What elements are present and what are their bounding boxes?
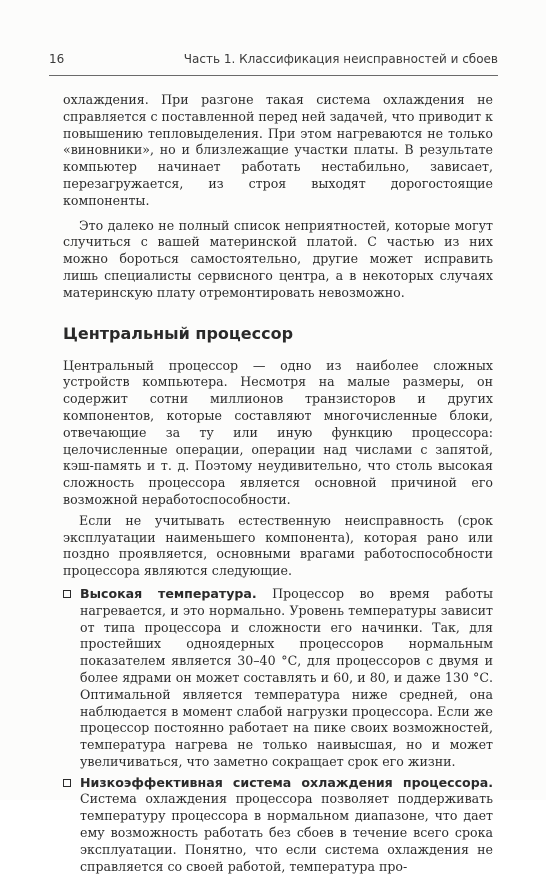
bullet-list (63, 586, 493, 875)
paragraph-continued: охлаждения. При разгоне такая система охлаждения не справляется с поставленной перед ней задачей, что приводит к повышению тепловыделения. При этом нагреваются не только «виновники», но и близлежащие участки платы. В результате компьютер начинает работать нестабильно, зависает, перезагружается, из строя выходят дорогостоящие компоненты. (63, 92, 493, 208)
page-body (63, 92, 493, 875)
header-rule (49, 75, 498, 76)
list-item (63, 775, 493, 875)
page-number: 16 (49, 52, 65, 66)
page-header (49, 46, 498, 68)
paragraph: Центральный процессор — одно из наиболее сложных устройств компьютера. Несмотря на малые размеры, он содержит сотни миллионов транзисторов и других компонентов, которые составляют многочисленные блоки, отвечающие за ту или иную функцию процессора: целочисленные операции, операции над числами с запятой, кэш-память и т. д. Поэтому неудивительно, что столь высокая сложность процессора является основной причиной его возможной неработоспособности. (63, 357, 493, 507)
bullet-title: Высокая температура. (80, 585, 257, 601)
section-heading: Центральный процессор (63, 323, 294, 343)
running-title: Часть 1. Классификация неисправностей и сбоев (183, 52, 498, 66)
paragraph: Если не учитывать естественную неисправность (срок эксплуатации наименьшего компонента), которая рано или поздно проявляется, основными врагами работоспособности процессора являются следующие. (63, 512, 493, 579)
checkbox-bullet-icon (63, 779, 71, 787)
checkbox-bullet-icon (63, 590, 71, 598)
bullet-text: Процессор во время работы нагревается, и это нормально. Уровень температуры зависит от типа процессора и сложности его начинки. Так, для простейших одноядерных процессоров нормальным показателем является 30–40 °С, для процессоров с двумя и более ядрами он может составлять и 60, и 80, и даже 130 °С. Оптимальной является температура ниже средней, она наблюдается в момент слабой нагрузки процессора. Если же процессор постоянно работает на пике своих возможностей, температура нагрева не только наивысшая, но и может увеличиваться, что заметно сокращает срок его жизни. (80, 585, 493, 769)
bullet-title: Низкоэффективная система охлаждения процессора. (80, 774, 493, 790)
paragraph: Это далеко не полный список неприятностей, которые могут случиться с вашей материнской платой. С частью из них можно бороться самостоятельно, другие может исправить лишь специалисты сервисного центра, а в некоторых случаях материнскую плату отремонтировать невозможно. (63, 217, 493, 300)
list-item (63, 586, 493, 771)
bullet-text: Система охлаждения процессора позволяет поддерживать температуру процессора в нормальном диапазоне, что дает ему возможность работать без сбоев в течение всего срока эксплуатации. Понятно, что если система охлаждения не справляется со своей работой, температура про- (80, 791, 493, 874)
